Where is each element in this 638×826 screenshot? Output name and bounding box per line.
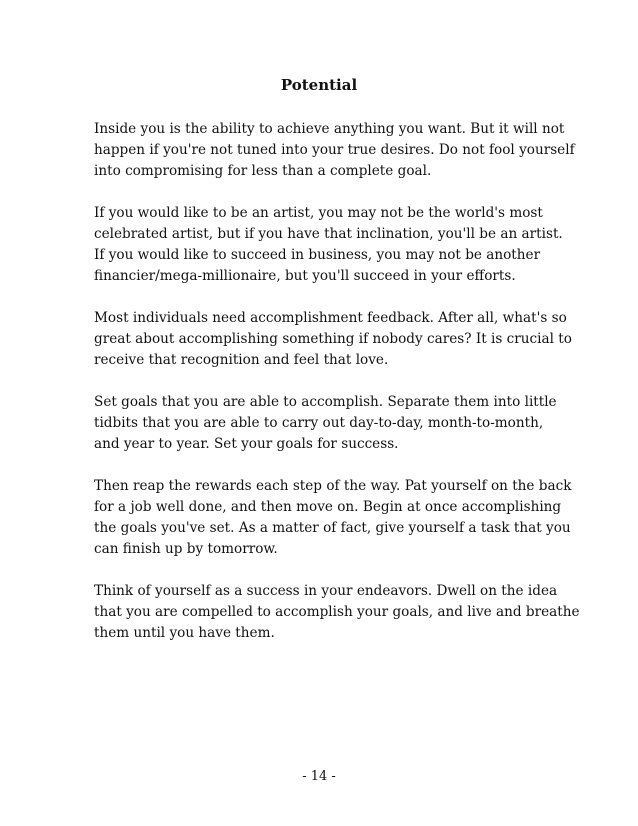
text-line: can finish up by tomorrow.	[94, 541, 278, 557]
text-line: celebrated artist, but if you have that inclination, you'll be an artist.	[94, 226, 563, 242]
text-line: financier/mega-millionaire, but you'll succeed in your efforts.	[94, 268, 516, 284]
text-line: and year to year. Set your goals for success.	[94, 436, 399, 452]
paragraph	[94, 308, 574, 371]
text-line: Most individuals need accomplishment feedback. After all, what's so	[94, 310, 567, 326]
text-line: tidbits that you are able to carry out day-to-day, month-to-month,	[94, 415, 544, 431]
text-line: Set goals that you are able to accomplish. Separate them into little	[94, 394, 557, 410]
body-text	[94, 119, 580, 665]
text-line: Inside you is the ability to achieve anything you want. But it will not	[94, 121, 565, 137]
text-line: receive that recognition and feel that love.	[94, 352, 389, 368]
text-line: If you would like to be an artist, you may not be the world's most	[94, 205, 543, 221]
text-line: If you would like to succeed in business, you may not be another	[94, 247, 541, 263]
text-line: that you are compelled to accomplish your goals, and live and breathe	[94, 604, 580, 620]
paragraph	[94, 476, 574, 560]
text-line: happen if you're not tuned into your true desires. Do not fool yourself	[94, 142, 575, 158]
page-number: - 14 -	[302, 769, 336, 784]
text-line: them until you have them.	[94, 625, 275, 641]
page-title: Potential	[280, 76, 358, 94]
text-line: the goals you've set. As a matter of fact, give yourself a task that you	[94, 520, 571, 536]
paragraph	[94, 581, 580, 644]
text-line: great about accomplishing something if nobody cares? It is crucial to	[94, 331, 572, 347]
paragraph	[94, 392, 574, 455]
text-line: for a job well done, and then move on. Begin at once accomplishing	[94, 499, 562, 515]
paragraph	[94, 203, 574, 287]
text-line: Think of yourself as a success in your endeavors. Dwell on the idea	[94, 583, 558, 599]
text-line: Then reap the rewards each step of the way. Pat yourself on the back	[94, 478, 572, 494]
text-line: into compromising for less than a complete goal.	[94, 163, 432, 179]
paragraph	[94, 119, 574, 182]
